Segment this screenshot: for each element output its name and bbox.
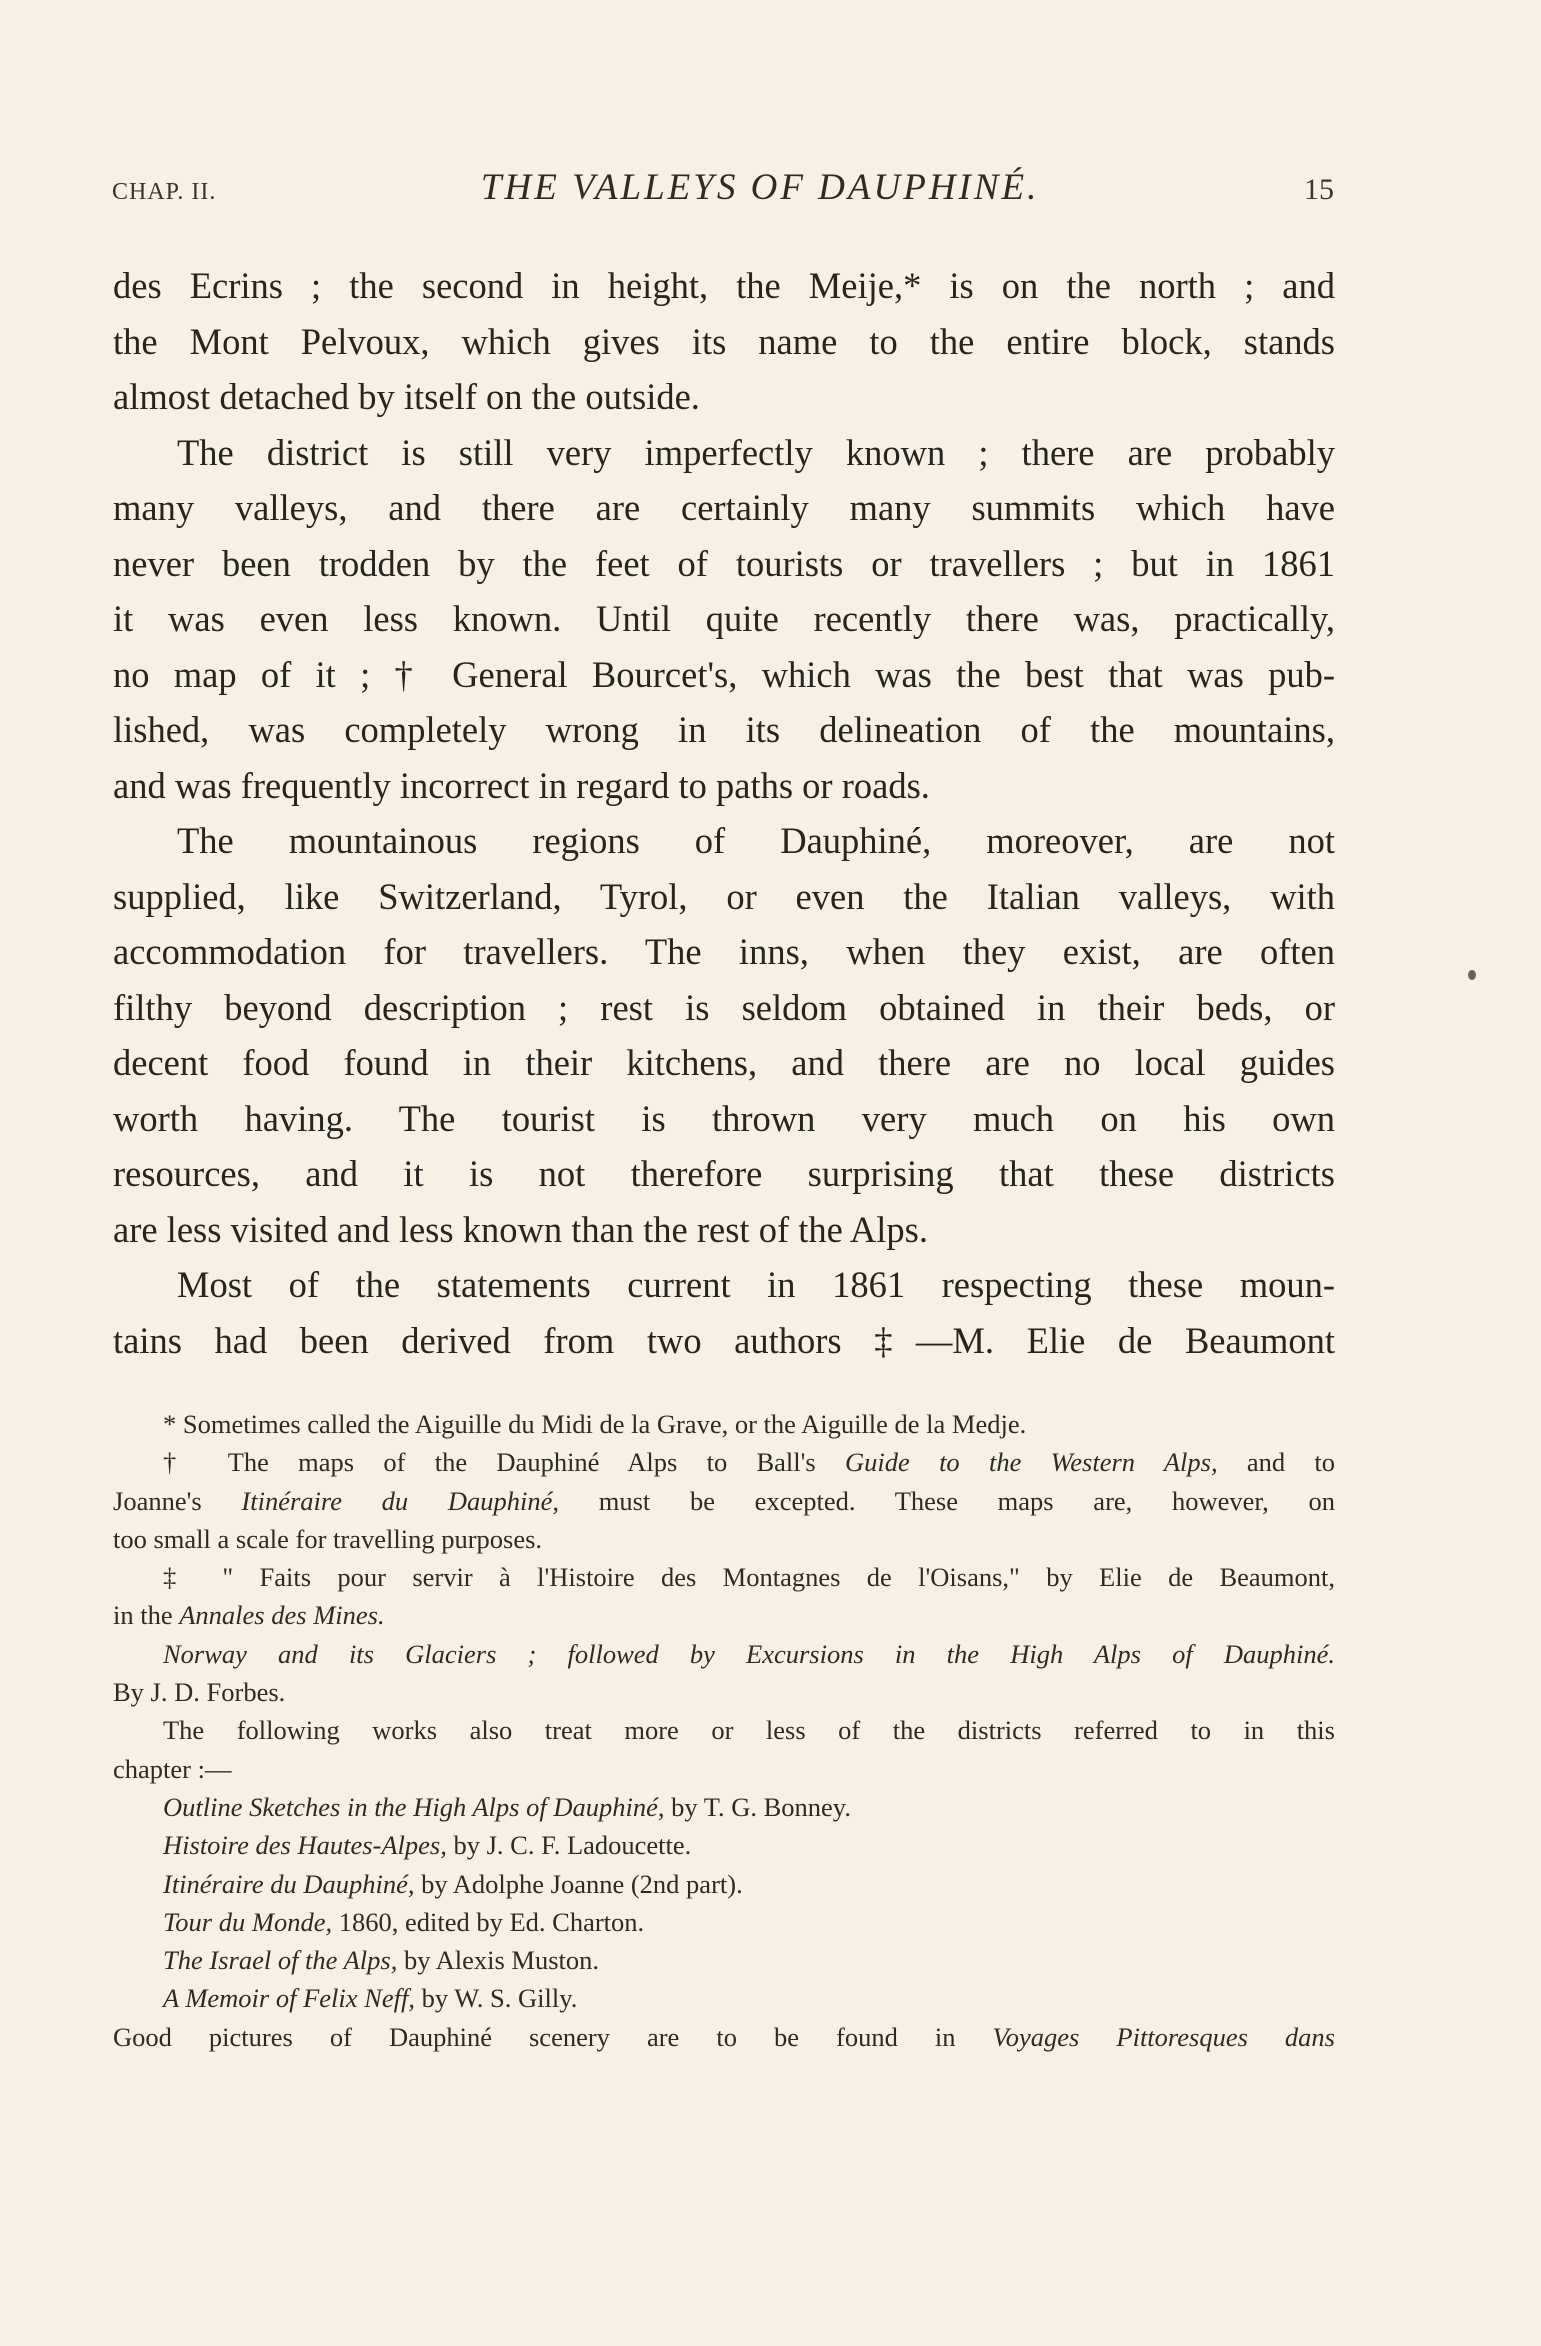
chapter-label: CHAP. II. (112, 179, 217, 205)
work-title: Itinéraire du Dauphiné, (163, 1868, 415, 1899)
body-line: many valleys, and there are certainly many summits which have (113, 487, 1335, 528)
footnote-italic: Guide to the Western Alps, (845, 1447, 1218, 1478)
footnote-text: and to (1217, 1447, 1336, 1478)
body-line: supplied, like Switzerland, Tyrol, or even the Italian valleys, with (113, 875, 1335, 917)
footnotes (113, 1405, 1335, 2056)
footnote-line (113, 1750, 1335, 1788)
work-entry (113, 1903, 1335, 1941)
work-entry (113, 1788, 1335, 1826)
work-entry (113, 1941, 1335, 1979)
footnote-text: Joanne's (113, 1485, 242, 1516)
work-title: Outline Sketches in the High Alps of Dauphiné, (163, 1791, 665, 1822)
body-line: decent food found in their kitchens, and there are no local guides (113, 1042, 1335, 1083)
work-author: by T. G. Bonney. (664, 1791, 851, 1822)
work-author: by Alexis Muston. (397, 1945, 600, 1976)
body-line: resources, and it is not therefore surprising that these districts (113, 1153, 1335, 1194)
body-line: lished, was completely wrong in its delineation of the mountains, (113, 709, 1335, 750)
body-line: Most of the statements current in 1861 respecting these moun- (177, 1264, 1335, 1305)
footnote-text: The following works also treat more or less of the districts referred to in this (163, 1715, 1335, 1746)
footnote-italic: Itinéraire du Dauphiné, (241, 1485, 560, 1516)
running-head (112, 166, 1334, 210)
body-line: tains had been derived from two authors ‡—M. Elie de Beaumont (113, 1319, 1335, 1361)
body-line: it was even less known. Until quite recently there was, practically, (113, 598, 1335, 639)
body-line: The mountainous regions of Dauphiné, moreover, are not (177, 820, 1335, 861)
footnote-text: † The maps of the Dauphiné Alps to Ball's (163, 1447, 846, 1478)
body-line: are less visited and less known than the rest of the Alps. (113, 1208, 929, 1250)
body-line: des Ecrins ; the second in height, the Meije,* is on the north ; and (113, 265, 1335, 306)
work-title: A Memoir of Felix Neff, (163, 1983, 415, 2014)
running-title: THE VALLEYS OF DAUPHINÉ. (480, 167, 1040, 208)
work-author: 1860, edited by Ed. Charton. (332, 1906, 645, 1937)
footnote-line (113, 1635, 1335, 1673)
footnote-italic: Annales des Mines. (179, 1600, 385, 1631)
footnote-line (113, 1443, 1335, 1481)
footnote-text: * Sometimes called the Aiguille du Midi de la Grave, or the Aiguille de la Medje. (163, 1409, 1027, 1439)
work-entry (113, 1979, 1335, 2017)
footnote-line (113, 2018, 1335, 2056)
body-line: accommodation for travellers. The inns, when they exist, are often (113, 931, 1335, 972)
footnote-line (113, 1405, 1335, 1443)
body-line: no map of it ; † General Bourcet's, which was the best that was pub- (113, 653, 1335, 695)
ink-speck (1468, 970, 1476, 980)
work-author: by W. S. Gilly. (414, 1983, 578, 2014)
footnote-line (113, 1520, 1335, 1558)
work-author: by Adolphe Joanne (2nd part). (414, 1868, 743, 1899)
footnote-text: By J. D. Forbes. (113, 1677, 286, 1708)
footnote-line (113, 1558, 1335, 1596)
work-title: Tour du Monde, (163, 1906, 333, 1937)
body-line: and was frequently incorrect in regard to paths or roads. (113, 764, 930, 806)
work-entry (113, 1865, 1335, 1903)
footnote-italic: Voyages Pittoresques dans (992, 2021, 1335, 2052)
body-line: never been trodden by the feet of tourists or travellers ; but in 1861 (113, 542, 1335, 584)
footnote-text: ‡ " Faits pour servir à l'Histoire des Montagnes de l'Oisans," by Elie de Beaumont, (163, 1562, 1335, 1593)
work-title: The Israel of the Alps, (163, 1945, 398, 1976)
footnote-text: Good pictures of Dauphiné scenery are to be found in (113, 2021, 993, 2052)
body-text (113, 258, 1335, 1368)
body-line: almost detached by itself on the outside. (113, 376, 700, 417)
body-line: the Mont Pelvoux, which gives its name to the entire block, stands (113, 320, 1335, 362)
body-line: worth having. The tourist is thrown very much on his own (113, 1097, 1335, 1139)
footnote-line (113, 1673, 1335, 1711)
footnote-line (113, 1596, 1335, 1634)
footnote-line (113, 1482, 1335, 1520)
body-line: The district is still very imperfectly known ; there are probably (177, 431, 1335, 473)
footnote-text: chapter :— (113, 1753, 232, 1784)
footnote-text: too small a scale for travelling purposes. (113, 1523, 543, 1554)
work-author: by J. C. F. Ladoucette. (446, 1830, 692, 1861)
page-number: 15 (1303, 173, 1334, 206)
footnote-text: must be excepted. These maps are, however, on (559, 1485, 1335, 1516)
footnote-text: in the (113, 1600, 180, 1631)
work-title: Histoire des Hautes-Alpes, (163, 1830, 447, 1861)
footnote-italic: Norway and its Glaciers ; followed by Excursions in the High Alps of Dauphiné. (163, 1638, 1335, 1669)
footnote-line (113, 1711, 1335, 1749)
work-entry (113, 1826, 1335, 1864)
body-line: filthy beyond description ; rest is seldom obtained in their beds, or (113, 986, 1335, 1028)
